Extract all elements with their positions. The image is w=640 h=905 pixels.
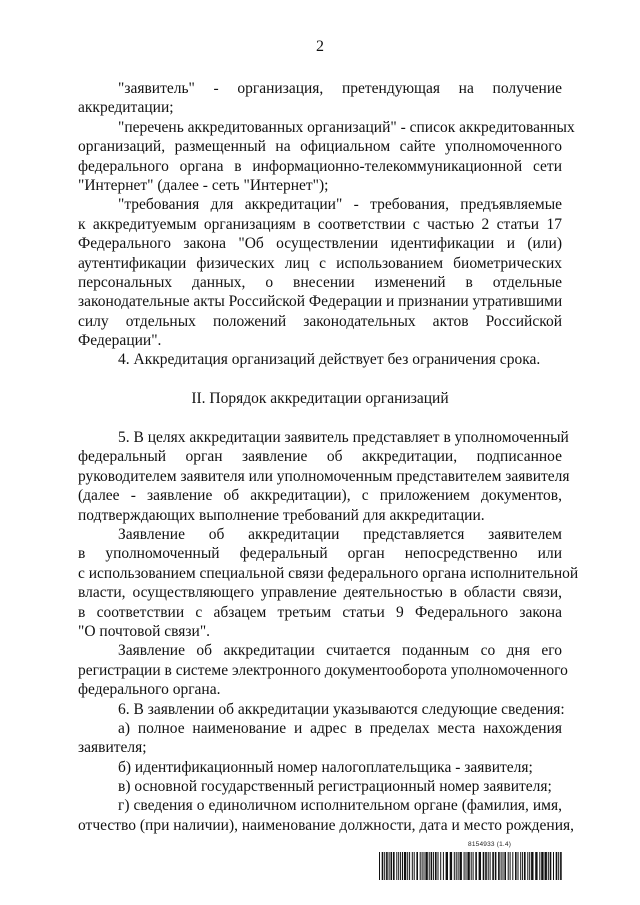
barcode-bar [475, 852, 477, 880]
barcode-bar [483, 852, 485, 880]
barcode-bar [464, 852, 465, 880]
text-line: 6. В заявлении об аккредитации указываются следующие сведения: [118, 700, 565, 718]
barcode-bar [492, 852, 494, 880]
barcode-bar [398, 852, 399, 880]
text-line: организаций, размещенный на официальном сайте уполномоченного [78, 138, 562, 156]
text-line: с использованием специальной связи федерального органа исполнительной [78, 564, 579, 582]
barcode-bar [539, 852, 540, 880]
text-line: аутентификации физических лиц с использованием биометрических [78, 254, 562, 272]
barcode-bar [454, 852, 455, 880]
barcode [379, 852, 562, 880]
text-line: федерального органа в информационно-телекоммуникационной сети [78, 157, 562, 175]
text-line: власти, осуществляющего управление деятельностью в области связи, [78, 584, 562, 602]
text-line: подтверждающих выполнение требований для аккредитации. [78, 506, 485, 524]
barcode-bar [391, 852, 393, 880]
text-line: федеральный орган заявление об аккредитации, подписанное [78, 448, 562, 466]
barcode-bar [425, 852, 427, 880]
barcode-bar [479, 852, 481, 880]
text-line: "О почтовой связи". [78, 622, 211, 640]
barcode-bar [379, 852, 380, 880]
text-line: Заявление об аккредитации считается поданным со дня его [118, 642, 562, 660]
text-line: Федерального закона "Об осуществлении идентификации и (или) [78, 235, 562, 253]
barcode-bar [520, 852, 521, 880]
text-line: заявителя; [78, 739, 147, 757]
barcode-bar [495, 852, 497, 880]
barcode-bar [508, 852, 509, 880]
document-code: 8154933 (1.4) [468, 841, 512, 848]
barcode-bar [456, 852, 457, 880]
text-line: персональных данных, о внесении изменений в отдельные [78, 273, 562, 291]
barcode-bar [450, 852, 452, 880]
text-line: силу отдельных положений законодательных актов Российской [78, 312, 562, 330]
barcode-bar [545, 852, 547, 880]
text-line: законодательные акты Российской Федерации и признании утратившими [78, 293, 563, 311]
barcode-bar [384, 852, 385, 880]
barcode-bar [404, 852, 406, 880]
text-line: отчество (при наличии), наименование должности, дата и место рождения, [78, 816, 575, 834]
barcode-bar [541, 852, 543, 880]
text-line: (далее - заявление об аккредитации), с приложением документов, [78, 487, 562, 505]
barcode-bar [412, 852, 413, 880]
barcode-bar [435, 852, 437, 880]
barcode-bar [556, 852, 558, 880]
text-line: в соответствии с абзацем третьим статьи 9 Федерального закона [78, 603, 562, 621]
barcode-bar [458, 852, 459, 880]
text-line: "требования для аккредитации" - требования, предъявляемые [118, 196, 562, 214]
barcode-bar [409, 852, 410, 880]
barcode-bar [422, 852, 423, 880]
barcode-bar [396, 852, 397, 880]
barcode-bar [558, 852, 559, 880]
text-line: Заявление об аккредитации представляется заявителем [118, 525, 562, 543]
text-line: "заявитель" - организация, претендующая на получение [118, 80, 562, 97]
text-line: "перечень аккредитованных организаций" - список аккредитованных [118, 118, 575, 136]
barcode-bar [429, 852, 430, 880]
barcode-bar [548, 852, 549, 880]
barcode-bar [531, 852, 533, 880]
barcode-bar [510, 852, 511, 880]
text-line: в) основной государственный регистрационный номер заявителя; [118, 778, 552, 796]
barcode-bar [438, 852, 439, 880]
text-line: федерального органа. [78, 681, 221, 699]
barcode-bar [473, 852, 474, 880]
text-line: Федерации". [78, 332, 162, 350]
barcode-bar [466, 852, 467, 880]
barcode-bar [402, 852, 403, 880]
page-number: 2 [316, 38, 324, 55]
text-line: к аккредитуемым организациям в соответствии с частью 2 статьи 17 [78, 215, 562, 233]
barcode-bar [512, 852, 513, 880]
barcode-bar [416, 852, 418, 880]
barcode-bar [420, 852, 421, 880]
barcode-bar [407, 852, 408, 880]
barcode-bar [504, 852, 506, 880]
barcode-bar [522, 852, 523, 880]
barcode-bar [389, 852, 390, 880]
barcode-bar [501, 852, 502, 880]
text-line: 5. В целях аккредитации заявитель представляет в уполномоченный [118, 429, 569, 447]
barcode-bar [393, 852, 395, 880]
barcode-bar [529, 852, 530, 880]
text-line: в уполномоченный федеральный орган непосредственно или [78, 545, 562, 563]
barcode-bar [460, 852, 462, 880]
barcode-bar [515, 852, 517, 880]
text-line: б) идентификационный номер налогоплательщика - заявителя; [118, 758, 533, 776]
text-line: г) сведения о единоличном исполнительном органе (фамилия, имя, [118, 797, 562, 815]
barcode-bar [518, 852, 519, 880]
barcode-bar [471, 852, 472, 880]
barcode-bar [535, 852, 537, 880]
document-body [78, 79, 579, 835]
barcode-bar [553, 852, 554, 880]
text-line: регистрации в системе электронного документооборота уполномоченного [78, 661, 568, 679]
text-line: руководителем заявителя или уполномоченным представителем заявителя [78, 467, 570, 485]
barcode-bar [414, 852, 415, 880]
text-line: "Интернет" (далее - сеть "Интернет"); [78, 176, 329, 194]
barcode-bar [386, 852, 388, 880]
barcode-bar [485, 852, 487, 880]
section-heading: II. Порядок аккредитации организаций [191, 390, 449, 408]
barcode-bar [400, 852, 401, 880]
blank-line [78, 409, 562, 428]
barcode-bar [467, 852, 469, 880]
text-line: аккредитации; [78, 99, 174, 117]
barcode-bar [490, 852, 491, 880]
barcode-bar [488, 852, 489, 880]
barcode-bar [424, 852, 425, 880]
barcode-bar [443, 852, 444, 880]
text-line: 4. Аккредитация организаций действует без ограничения срока. [118, 351, 541, 369]
barcode-bar [498, 852, 500, 880]
barcode-bar [382, 852, 384, 880]
barcode-bar [550, 852, 552, 880]
barcode-bar [503, 852, 504, 880]
barcode-bar [446, 852, 448, 880]
text-line: а) полное наименование и адрес в пределах места нахождения [118, 719, 562, 737]
barcode-bar [527, 852, 528, 880]
barcode-bar [560, 852, 562, 880]
blank-line [78, 370, 562, 389]
barcode-bar [440, 852, 441, 880]
barcode-bar [433, 852, 434, 880]
barcode-bar [524, 852, 526, 880]
barcode-bar [431, 852, 433, 880]
